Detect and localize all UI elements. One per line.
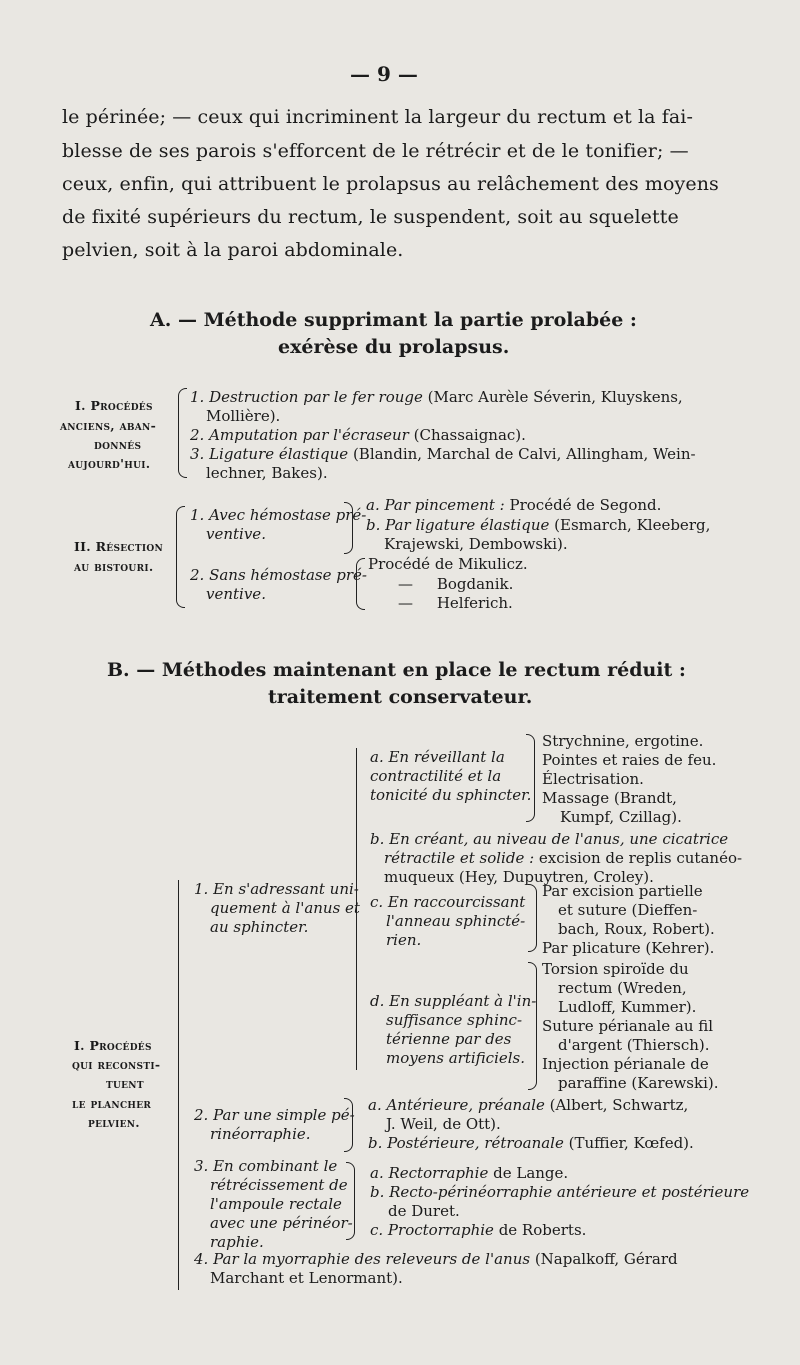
brace [528,962,537,1090]
group-label: II. Résection [74,539,164,554]
list-item: Krajewski, Dembowski). [384,535,568,553]
group-label: le plancher [72,1096,152,1111]
method-label: tonicité du sphincter. [370,786,532,804]
method-label: suffisance sphinc- [386,1011,523,1029]
list-item: c. Proctorraphie de Roberts. [370,1221,587,1239]
list-item: Par plicature (Kehrer). [542,939,715,957]
list-item: Massage (Brandt, [542,789,677,807]
sub-label: 3. En combinant le [194,1157,338,1175]
list-item: b. En créant, au niveau de l'anus, une cicatrice [370,830,729,848]
group-bracket [178,880,179,1290]
list-item: Mollière). [206,407,281,425]
list-item: Suture périanale au fil [542,1017,714,1035]
group-label: aujourd'hui. [68,456,151,471]
method-label: térienne par des [386,1030,512,1048]
sub-label: 2. Par une simple pé- [194,1106,355,1124]
list-item: Kumpf, Czillag). [560,808,682,826]
section-b-title: B. — Méthodes maintenant en place le rectum réduit : [107,659,686,681]
intro-line: le périnée; — ceux qui incriminent la largeur du rectum et la fai- [62,106,693,128]
brace [528,884,537,952]
list-item: J. Weil, de Ott). [386,1115,501,1133]
list-item: rétractile et solide : excision de replis cutanéo- [384,849,743,867]
list-item: Électrisation. [542,770,644,788]
group-label: donnés [94,437,142,452]
brace [344,1098,353,1152]
method-label: d. En suppléant à l'in- [370,992,537,1010]
list-item: Procédé de Mikulicz. [368,555,528,573]
list-item: bach, Roux, Robert). [558,920,715,938]
brace [176,506,185,608]
list-item: Torsion spiroïde du [542,960,689,978]
list-item: 4. Par la myorraphie des releveurs de l'anus (Napalkoff, Gérard [194,1250,678,1268]
list-item: 3. Ligature élastique (Blandin, Marchal de Calvi, Allingham, Wein- [190,445,696,463]
sub-label: 2. Sans hémostase pré- [190,566,367,584]
method-label: rien. [386,931,422,949]
group-label: qui reconsti- [72,1057,161,1072]
section-b-subtitle: traitement conservateur. [268,686,533,708]
sub-label: avec une périnéor- [210,1214,353,1232]
sub-label: 1. Avec hémostase pré- [190,506,367,524]
sub-label: 1. En s'adressant uni- [194,880,359,898]
list-item: 1. Destruction par le fer rouge (Marc Aurèle Séverin, Kluyskens, [190,388,683,406]
list-item: muqueux (Hey, Dupuytren, Croley). [384,868,654,886]
sub-label: rétrécissement de [210,1176,348,1194]
list-item: a. Rectorraphie de Lange. [370,1164,569,1182]
list-item: de Duret. [388,1202,460,1220]
list-item: d'argent (Thiersch). [558,1036,710,1054]
list-item: b. Par ligature élastique (Esmarch, Kleeberg, [366,516,711,534]
list-item: et suture (Dieffen- [558,901,698,919]
brace [178,388,187,478]
list-item: Ludloff, Kummer). [558,998,697,1016]
list-item: Marchant et Lenormant). [210,1269,403,1287]
section-a-subtitle: exérèse du prolapsus. [278,336,510,358]
list-item: paraffine (Karewski). [558,1074,719,1092]
brace [356,558,365,610]
sub-label: l'ampoule rectale [210,1195,342,1213]
method-label: a. En réveillant la [370,748,505,766]
list-item: 2. Amputation par l'écraseur (Chassaignac). [190,426,526,444]
brace [346,1162,355,1240]
group-label: au bistouri. [74,559,154,574]
page-number: — 9 — [350,62,418,86]
list-item: Pointes et raies de feu. [542,751,717,769]
method-label: contractilité et la [370,767,502,785]
list-item: Strychnine, ergotine. [542,732,704,750]
intro-line: ceux, enfin, qui attribuent le prolapsus au relâchement des moyens [62,173,719,195]
sub-label: au sphincter. [210,918,309,936]
method-label: c. En raccourcissant [370,893,526,911]
list-item: b. Recto-périnéorraphie antérieure et postérieure [370,1183,750,1201]
sub-label: ventive. [206,585,266,603]
list-item: a. Antérieure, préanale (Albert, Schwartz, [368,1096,689,1114]
intro-line: blesse de ses parois s'efforcent de le rétrécir et de le tonifier; — [62,140,689,162]
sub-label: raphie. [210,1233,264,1251]
brace [344,502,353,554]
list-item: — Bogdanik. [398,575,514,593]
sub-label: quement à l'anus et [210,899,360,917]
brace [526,734,535,822]
list-item: a. Par pincement : Procédé de Segond. [366,496,662,514]
method-label: l'anneau sphincté- [386,912,526,930]
intro-line: pelvien, soit à la paroi abdominale. [62,239,404,261]
group-label: anciens, aban- [60,418,157,433]
group-label: pelvien. [88,1115,140,1130]
intro-line: de fixité supérieurs du rectum, le suspendent, soit au squelette [62,206,679,228]
sub-label: ventive. [206,525,266,543]
group-label: tuent [106,1076,144,1091]
group-label: I. Procédés [75,398,153,413]
group-label: I. Procédés [74,1038,152,1053]
list-item: lechner, Bakes). [206,464,328,482]
section-a-title: A. — Méthode supprimant la partie prolabée : [150,309,637,331]
sub-label: rinéorraphie. [210,1125,311,1143]
list-item: Injection périanale de [542,1055,709,1073]
method-label: moyens artificiels. [386,1049,526,1067]
list-item: rectum (Wreden, [558,979,687,997]
list-item: — Helferich. [398,594,513,612]
list-item: Par excision partielle [542,882,703,900]
list-item: b. Postérieure, rétroanale (Tuffier, Kœfed). [368,1134,694,1152]
